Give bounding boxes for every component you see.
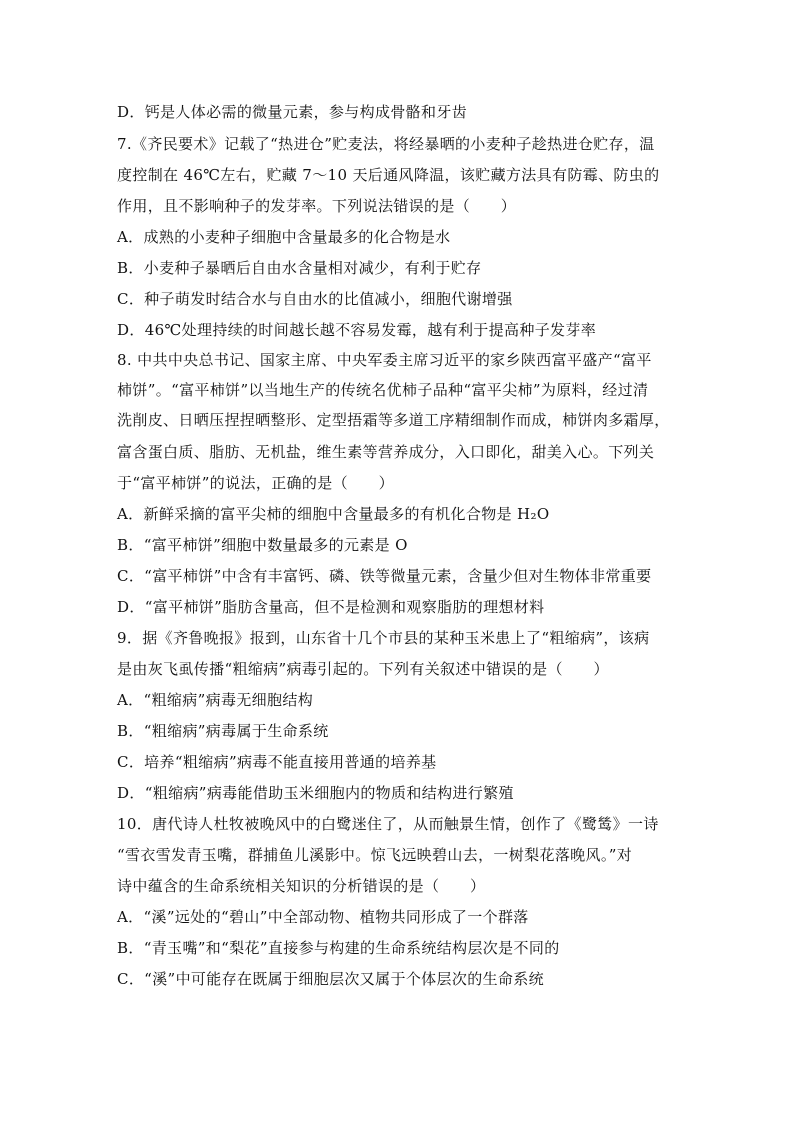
question-7-line-2: 度控制在 46℃左右，贮藏 7～10 天后通风降温，该贮藏方法具有防霉、防虫的 (117, 166, 660, 184)
question-8-line-2: 柿饼”。“富平柿饼”以当地生产的传统名优柿子品种“富平尖柿”为原料，经过清 (117, 381, 649, 399)
option-7b: B．小麦种子暴晒后自由水含量相对减少，有利于贮存 (117, 259, 482, 277)
question-8-line-4: 富含蛋白质、脂肪、无机盐，维生素等营养成分，入口即化，甜美入心。下列关 (117, 443, 655, 461)
question-8-line-5: 于“富平柿饼”的说法，正确的是（ ） (117, 474, 394, 492)
option-8b: B．“富平柿饼”细胞中数量最多的元素是 O (117, 536, 408, 554)
option-6d: D．钙是人体必需的微量元素，参与构成骨骼和牙齿 (117, 103, 468, 121)
question-9-line-2: 是由灰飞虱传播“粗缩病”病毒引起的。下列有关叙述中错误的是（ ） (117, 660, 609, 678)
option-7d: D．46℃处理持续的时间越长越不容易发霉，越有利于提高种子发芽率 (117, 321, 597, 339)
option-10c: C．“溪”中可能存在既属于细胞层次又属于个体层次的生命系统 (117, 970, 544, 988)
option-7c: C．种子萌发时结合水与自由水的比值减小，细胞代谢增强 (117, 290, 513, 308)
option-7a: A．成熟的小麦种子细胞中含量最多的化合物是水 (117, 228, 451, 246)
question-7-line-1: 7.《齐民要术》记载了“热进仓”贮麦法，将经暴晒的小麦种子趁热进仓贮存，温 (117, 135, 655, 153)
option-9c: C．培养“粗缩病”病毒不能直接用普通的培养基 (117, 753, 437, 771)
option-8d: D．“富平柿饼”脂肪含量高，但不是检测和观察脂肪的理想材料 (117, 598, 545, 616)
question-10-line-2: “雪衣雪发青玉嘴，群捕鱼儿溪影中。惊飞远映碧山去，一树梨花落晚风。”对 (117, 846, 633, 864)
question-8-line-3: 洗削皮、日晒压捏捏晒整形、定型捂霜等多道工序精细制作而成，柿饼肉多霜厚， (117, 411, 670, 429)
option-9b: B．“粗缩病”病毒属于生命系统 (117, 722, 329, 740)
option-10a: A．“溪”远处的“碧山”中全部动物、植物共同形成了一个群落 (117, 908, 529, 926)
question-10-line-1: 10．唐代诗人杜牧被晚风中的白鹭迷住了，从而触景生情，创作了《鹭鸶》一诗 (117, 815, 659, 833)
option-10b: B．“青玉嘴”和“梨花”直接参与构建的生命系统结构层次是不同的 (117, 939, 560, 957)
question-7-line-3: 作用，且不影响种子的发芽率。下列说法错误的是（ ） (117, 197, 517, 215)
option-8c: C．“富平柿饼”中含有丰富钙、磷、铁等微量元素，含量少但对生物体非常重要 (117, 567, 652, 585)
option-9d: D．“粗缩病”病毒能借助玉米细胞内的物质和结构进行繁殖 (117, 784, 514, 802)
question-10-line-3: 诗中蕴含的生命系统相关知识的分析错误的是（ ） (117, 877, 486, 895)
question-8-line-1: 8. 中共中央总书记、国家主席、中央军委主席习近平的家乡陕西富平盛产“富平 (117, 351, 652, 369)
option-8a: A．新鲜采摘的富平尖柿的细胞中含量最多的有机化合物是 H₂O (117, 505, 550, 523)
question-9-line-1: 9．据《齐鲁晚报》报到，山东省十几个市县的某种玉米患上了“粗缩病”，该病 (117, 629, 650, 647)
option-9a: A．“粗缩病”病毒无细胞结构 (117, 691, 314, 709)
